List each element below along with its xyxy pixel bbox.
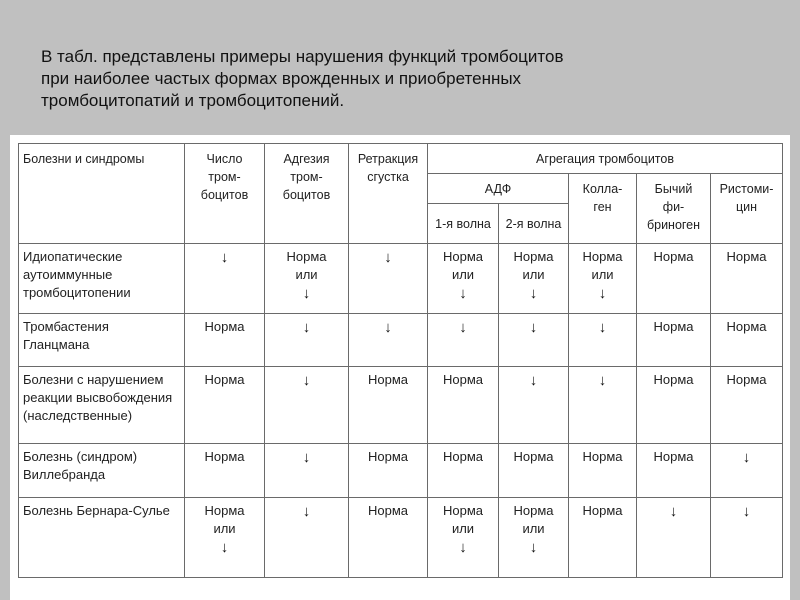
value-cell [637,314,711,367]
disease-name-line: реакции высвобождения [23,390,173,405]
header-adp: АДФ [428,174,569,204]
value-text: или [295,267,318,282]
header-ristomycin: Ристоми- цин [711,174,783,244]
value-text: Норма [367,372,408,387]
value-text: Норма [367,503,408,518]
disease-name-line: аутоиммунные [23,267,113,282]
value-cell [185,367,265,444]
value-text: Норма [582,249,623,264]
table-body [19,244,783,578]
value-cell [711,444,783,498]
value-cell [637,444,711,498]
down-arrow-icon: ↓ [529,539,538,556]
value-text: Норма [726,249,767,264]
value-text: Норма [442,372,483,387]
value-cell [349,498,428,578]
down-arrow-icon: ↓ [459,539,467,556]
value-cell [637,367,711,444]
disease-name-line: Тромбастения [23,319,109,334]
value-text: или [522,267,545,282]
intro-line: тромбоцитопатий и тромбоцитопений. [41,91,345,110]
down-arrow-icon: ↓ [302,449,311,466]
value-cell [711,244,783,314]
down-arrow-icon: ↓ [529,285,538,302]
value-cell [569,498,637,578]
value-text: Норма [653,249,694,264]
value-cell [637,244,711,314]
value-text: Норма [726,319,767,334]
value-text: Норма [442,503,483,518]
value-cell [185,444,265,498]
value-text: Норма [726,372,767,387]
value-cell [265,244,349,314]
down-arrow-icon: ↓ [220,249,229,266]
intro-line: В табл. представлены примеры нарушения функций тромбоцитов [41,47,564,66]
value-text: Норма [442,449,483,464]
value-cell [185,244,265,314]
down-arrow-icon: ↓ [459,285,467,302]
disease-name-line: тромбоцитопении [23,285,131,300]
table-row [19,244,783,314]
disease-name-line: (наследственные) [23,408,133,423]
header-diseases: Болезни и синдромы [19,144,185,244]
intro-text [41,46,761,112]
table-row [19,367,783,444]
intro-line: при наиболее частых формах врожденных и приобретенных [41,69,522,88]
down-arrow-icon: ↓ [384,249,392,266]
header-aggregation: Агрегация тромбоцитов [428,144,783,174]
table-row [19,498,783,578]
value-cell [349,314,428,367]
value-text: Норма [204,449,245,464]
down-arrow-icon: ↓ [529,319,538,336]
value-cell [569,367,637,444]
header-platelet-count: Число тром- боцитов [185,144,265,244]
value-cell [711,367,783,444]
value-text: или [451,267,475,282]
value-cell [711,498,783,578]
header-collagen: Колла- ген [569,174,637,244]
value-text: Норма [513,449,554,464]
value-cell [265,367,349,444]
disease-name-cell [19,314,185,367]
value-text: Норма [204,503,245,518]
value-cell [499,498,569,578]
disease-name-cell [19,498,185,578]
value-cell [265,444,349,498]
down-arrow-icon: ↓ [529,372,538,389]
down-arrow-icon: ↓ [302,285,311,302]
value-cell [711,314,783,367]
down-arrow-icon: ↓ [220,539,229,556]
down-arrow-icon: ↓ [598,372,607,389]
value-cell [185,498,265,578]
value-cell [265,314,349,367]
disease-name-line: Болезни с нарушением [23,372,164,387]
header-adhesion: Адгезия тром- боцитов [265,144,349,244]
down-arrow-icon: ↓ [742,449,751,466]
disease-name-cell [19,444,185,498]
value-text: Норма [653,449,694,464]
value-text: Норма [653,319,694,334]
value-cell [499,244,569,314]
header-wave-1: 1-я волна [428,204,499,244]
down-arrow-icon: ↓ [459,319,467,336]
table-row [19,314,783,367]
value-text: Норма [513,249,554,264]
header-fibrinogen: Бычий фи- бриноген [637,174,711,244]
down-arrow-icon: ↓ [598,285,607,302]
value-cell [428,244,499,314]
disease-name-line: Гланцмана [23,337,90,352]
down-arrow-icon: ↓ [384,319,392,336]
value-cell [569,444,637,498]
value-text: Норма [367,449,408,464]
value-cell [428,444,499,498]
value-text: Норма [442,249,483,264]
platelet-function-table [18,143,783,578]
value-cell [499,314,569,367]
down-arrow-icon: ↓ [302,319,311,336]
value-cell [569,244,637,314]
down-arrow-icon: ↓ [302,503,311,520]
value-cell [428,314,499,367]
value-cell [349,367,428,444]
value-text: Норма [582,503,623,518]
down-arrow-icon: ↓ [742,503,751,520]
value-cell [569,314,637,367]
value-text: Норма [204,372,245,387]
disease-name-cell [19,244,185,314]
disease-name-line: Идиопатические [23,249,123,264]
table-card [10,135,790,600]
down-arrow-icon: ↓ [302,372,311,389]
disease-name-line: Болезнь (синдром) [23,449,138,464]
disease-name-line: Виллебранда [23,467,106,482]
value-cell [428,498,499,578]
value-text: Норма [204,319,245,334]
value-text: Норма [286,249,327,264]
value-cell [428,367,499,444]
disease-name-cell [19,367,185,444]
value-text: Норма [653,372,694,387]
value-cell [349,444,428,498]
value-text: Норма [513,503,554,518]
value-cell [499,367,569,444]
header-retraction: Ретракция сгустка [349,144,428,244]
header-row [19,144,783,174]
value-text: или [213,521,236,536]
value-text: или [451,521,475,536]
value-cell [499,444,569,498]
value-cell [265,498,349,578]
value-text: или [522,521,545,536]
value-cell [185,314,265,367]
disease-name-line: Болезнь Бернара-Сулье [23,503,170,518]
value-cell [349,244,428,314]
down-arrow-icon: ↓ [669,503,678,520]
value-text: или [591,267,614,282]
header-wave-2: 2-я волна [499,204,569,244]
table-row [19,444,783,498]
value-cell [637,498,711,578]
value-text: Норма [582,449,623,464]
down-arrow-icon: ↓ [598,319,607,336]
